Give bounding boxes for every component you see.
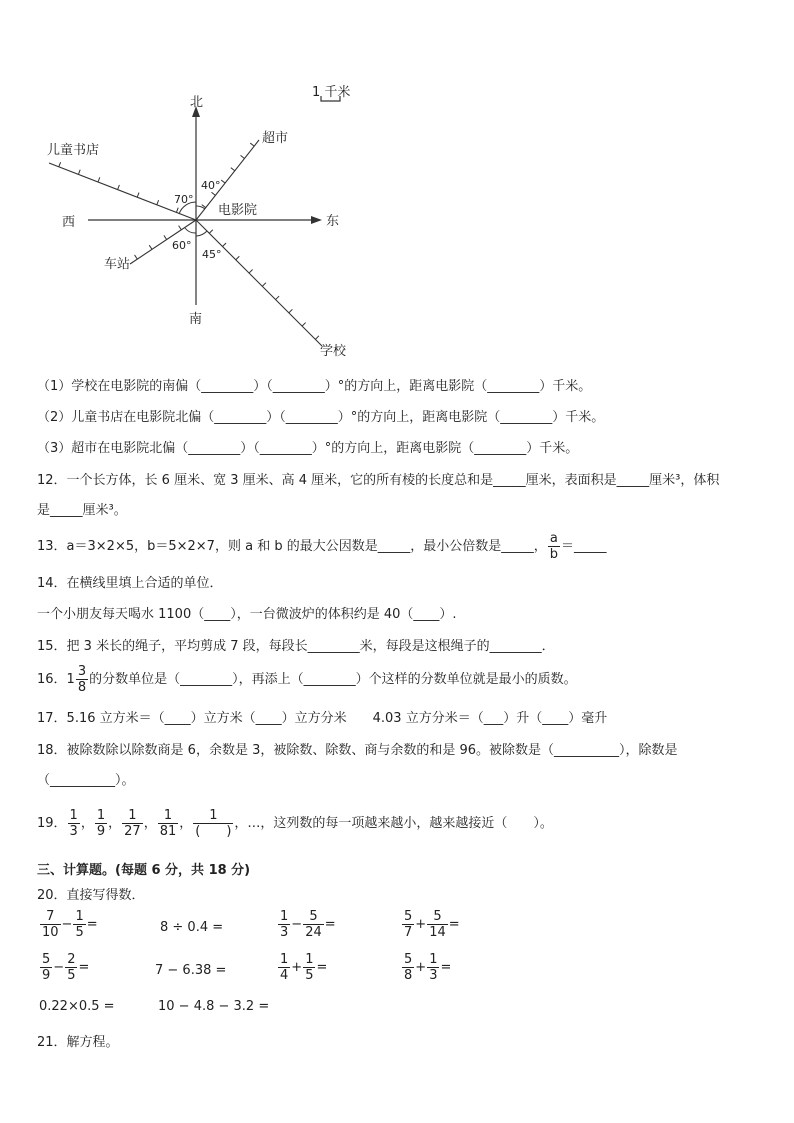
ray-school [196,220,322,346]
ray-tick [221,180,225,183]
q11-part3: （3）超市在电影院北偏（________）（________）°的方向上，距离电影院（________）千米。 [37,441,579,456]
ray-tick [118,185,120,190]
ray-tick [249,270,253,274]
q20-r1-a: $\frac{7}{10}$ − $\frac{1}{5}$ = [42,909,98,940]
angle-70-label: 70° [174,193,194,206]
ray-tick [211,192,215,195]
section-3-heading: 三、计算题。(每题 6 分，共 18 分) [37,863,251,878]
ray-tick [135,255,138,259]
q20-r2-a: $\frac{5}{9}$ − $\frac{2}{5}$ = [42,952,90,983]
q20-r2-d: $\frac{5}{8}$ + $\frac{1}{3}$ = [404,952,452,983]
ray-tick [98,177,100,182]
q15: 15．把 3 米长的绳子，平均剪成 7 段，每段长________米，每段是这根绳子的________． [37,639,555,654]
scale-label: 1 千米 [312,85,351,100]
q20-r2-b: 7 − 6.38 = [155,963,227,978]
ray-tick [176,208,178,213]
ray-tick [157,200,159,205]
q19-frac-2: $\frac{1}{9}$ [96,808,106,839]
arc-45 [196,231,207,236]
q17: 17．5.16 立方米＝（____）立方米（____）立方分米 4.03 立方分米＝（___）升（____）毫升 [37,711,608,726]
q11-part1: （1）学校在电影院的南偏（________）（________）°的方向上，距离电影院（________）千米。 [37,379,592,394]
ray-tick [149,245,152,249]
q20-r1-d: $\frac{5}{7}$ + $\frac{5}{14}$ = [404,909,460,940]
school-label: 学校 [320,344,347,359]
ray-tick [241,155,245,158]
ray-tick [59,162,61,167]
ray-tick [302,323,306,327]
ray-tick [315,336,319,340]
q16-fraction: $\frac{3}{8}$ [77,664,87,695]
ray-tick [231,168,235,171]
bookstore-label: 儿童书店 [47,143,100,158]
ray-tick [276,296,280,300]
ray-tick [209,230,213,234]
ray-tick [250,143,254,146]
q14-line2: 一个小朋友每天喝水 1100（____），一台微波炉的体积约是 40（____）. [37,607,457,622]
q19-frac-blank: $\frac{1}{( )}$ [195,808,232,839]
west-label: 西 [62,215,76,230]
q20-r1-c: $\frac{1}{3}$ − $\frac{5}{24}$ = [280,909,336,940]
q11-part2: （2）儿童书店在电影院北偏（________）（________）°的方向上，距离电影院（________）千米。 [37,410,605,425]
q18-line2: （__________）。 [37,773,135,788]
south-label: 南 [189,312,203,327]
q12-line2: 是_____厘米³。 [37,503,127,518]
ray-tick [236,256,240,260]
q13-fraction: $\frac{a}{b}$ [549,531,558,562]
q19-frac-3: $\frac{1}{27}$ [124,808,141,839]
q20-r1-b: 8 ÷ 0.4 = [160,920,224,935]
q13 [37,531,607,562]
q14-line1: 14．在横线里填上合适的单位． [37,576,223,591]
q19-frac-1: $\frac{1}{3}$ [69,808,78,839]
q21: 21．解方程。 [37,1035,119,1050]
ray-tick [223,243,227,247]
q18-line1: 18．被除数除以除数商是 6，余数是 3，被除数、除数、商与余数的和是 96。被除数是（__________），除数是 [37,743,678,758]
q13-text: 13．a＝3×2×5，b＝5×2×7，则 a 和 b 的最大公因数是_____，最小公倍数是_____， [37,539,547,554]
ray-tick [262,283,266,287]
ray-tick [164,235,167,239]
q16-whole: 1 [66,672,75,687]
ray-tick [78,170,80,175]
station-label: 车站 [104,257,131,272]
east-arrow [311,216,322,224]
q20-title: 20．直接写得数． [37,888,145,903]
ray-tick [137,193,139,198]
east-label: 东 [326,214,340,229]
q12-line1: 12．一个长方体，长 6 厘米、宽 3 厘米、高 4 厘米，它的所有棱的长度总和是_____厘米，表面积是_____厘米³，体积 [37,473,720,488]
direction-diagram [0,0,794,370]
q16: 16．1 $\frac{3}{8}$ 的分数单位是（________），再添上（________）个这样的分数单位就是最小的质数。 [37,664,577,695]
angle-40-label: 40° [201,179,221,192]
q16-text: 的分数单位是（________），再添上（________）个这样的分数单位就是最小的质数。 [89,672,577,687]
ray-tick [289,309,293,313]
cinema-label: 电影院 [218,203,258,218]
north-label: 北 [190,95,204,110]
supermarket-label: 超市 [262,131,289,146]
ray-bookstore [49,163,196,220]
ray-tick [179,226,182,230]
q20-r2-c: $\frac{1}{4}$ + $\frac{1}{5}$ = [280,952,328,983]
q20-r3-a: 0.22×0.5 = [39,999,115,1014]
angle-45-label: 45° [202,248,222,261]
q19: 19． $\frac{1}{3}$ ， $\frac{1}{9}$ ， $\frac{1}{27}$ ， $\frac{1}{81}$ ， $\frac{1}{( )}$ ，…，这列数的每一项越来越小，越来越接近（ ）。 [37,808,553,839]
angle-60-label: 60° [172,239,192,252]
q13-tail: ＝_____ [560,539,607,554]
q20-r3-b: 10 − 4.8 − 3.2 = [158,999,270,1014]
q19-frac-4: $\frac{1}{81}$ [159,808,177,839]
arc-60 [185,228,196,233]
